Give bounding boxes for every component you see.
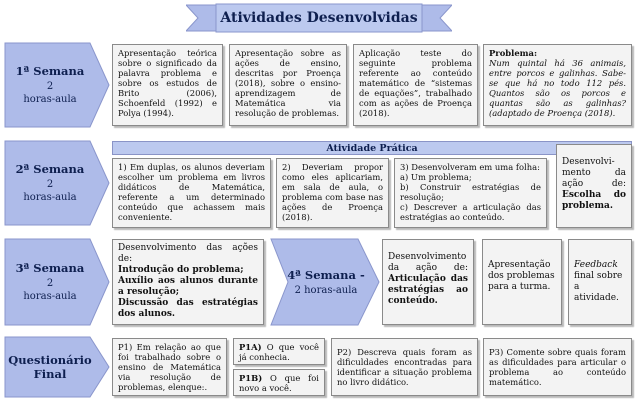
week3-name: 3ª Semana — [15, 261, 85, 275]
week2-hours-num: 2 — [46, 179, 54, 190]
week3-item-help: Auxílio aos alunos durante a resolução; — [118, 276, 258, 297]
problem-text: Num quintal há 36 animais, entre porcos e galinhas. Sabe-se que há no todo 112 pés. Quantos são os porcos e quantas são as galinhas? (adaptado de Proença (2018). — [489, 58, 626, 118]
feedback-italic: Feedback — [574, 260, 618, 270]
week1-label — [4, 42, 96, 128]
p1b-label: P1B) — [239, 373, 263, 383]
week1-hours-label: horas-aula — [23, 94, 77, 105]
activity-header: Atividade Prática — [112, 141, 632, 155]
week1-box-theory: Apresentação teórica sobre o significado da palavra problema e sobre os estudos de Brito (2006), Schoenfeld (1992) e Polya (1994). — [112, 44, 223, 126]
question-p1b — [233, 369, 325, 396]
questionnaire-label — [4, 336, 96, 398]
week2-box-action — [556, 144, 632, 228]
week3-arrow — [4, 238, 110, 326]
week3-hours-label: horas-aula — [23, 291, 77, 302]
question-p1: P1) Em relação ao que foi trabalhado sobre o ensino de Matemática via resolução de problemas, elenque:. — [112, 338, 227, 396]
week1-hours-num: 2 — [46, 81, 54, 92]
week4-box-presentation: Apresentação dos problemas para a turma. — [482, 239, 562, 325]
week2-box-choose: 1) Em duplas, os alunos deveriam escolher um problema em livros didáticos de Matemática, referente a um determinado conteúdo que achassem mais conveniente. — [112, 158, 271, 228]
week3-intro: Desenvolvimento das ações de: — [118, 243, 258, 264]
problem-label: Problema: — [489, 48, 538, 58]
week1-box-actions: Apresentação sobre as ações de ensino, descritas por Proença (2018), sobre o ensino-aprendizagem de Matemática via resolução de problemas. — [229, 44, 347, 126]
develop-item-c: c) Descrever a articulação das estratégias ao conteúdo. — [400, 202, 541, 222]
questionnaire-arrow — [4, 336, 110, 398]
week2-box-propose: 2) Deveriam propor como eles aplicariam, em sala de aula, o problema com base nas ações de Proença (2018). — [276, 158, 389, 228]
questionnaire-name: Questionário Final — [8, 353, 92, 381]
develop-item-b: b) Construir estratégias de resolução; — [400, 182, 541, 202]
p1a-text: O que você já conhecia. — [239, 342, 319, 362]
week3-label — [4, 238, 96, 326]
week2-box-develop — [394, 158, 547, 228]
develop-item-a: a) Um problema; — [400, 172, 472, 182]
week3-hours-num: 2 — [46, 278, 54, 289]
week1-box-application: Aplicação teste do seguinte problema referente ao conteúdo matemático de “sistemas de equações”, trabalhado com as ações de Proença (2018). — [353, 44, 478, 126]
question-p2: P2) Descreva quais foram as dificuldades encontradas para identificar a situação problema no livro didático. — [331, 338, 478, 396]
title-banner — [186, 3, 452, 33]
week1-arrow — [4, 42, 110, 128]
articulation-prefix: Desenvolvimento da ação de: — [388, 252, 468, 273]
week4-label — [270, 238, 380, 326]
week3-item-discussion: Discussão das estratégias dos alunos. — [118, 298, 258, 319]
week3-box-actions — [112, 239, 264, 325]
week4-name: 4ª Semana - — [287, 267, 365, 282]
week4-arrow — [270, 238, 380, 326]
question-p1a — [233, 338, 325, 365]
action-bold: Escolha do problema. — [562, 190, 626, 211]
week1-name: 1ª Semana — [15, 64, 85, 78]
week2-arrow — [4, 140, 110, 226]
week4-box-feedback — [568, 239, 632, 325]
week4-hours: 2 horas-aula — [294, 284, 358, 296]
week1-box-problem — [483, 44, 632, 126]
week2-hours-label: horas-aula — [23, 192, 77, 203]
week2-name: 2ª Semana — [15, 162, 85, 176]
week4-box-articulation — [382, 239, 474, 325]
feedback-rest: final sobre a atividade. — [574, 271, 623, 303]
p1b-text: O que foi novo a você. — [239, 373, 319, 393]
page-title: Atividades Desenvolvidas — [220, 10, 418, 26]
develop-intro: 3) Desenvolveram em uma folha: — [400, 162, 540, 172]
question-p3: P3) Comente sobre quais foram as dificuldades para articular o problema ao conteúdo matemático. — [483, 338, 632, 396]
p1a-label: P1A) — [239, 342, 262, 352]
action-prefix: Desenvolvi-mento da ação de: — [562, 157, 626, 189]
week2-label — [4, 140, 96, 226]
articulation-bold: Articulação das estratégias ao conteúdo. — [388, 274, 468, 306]
week3-item-intro: Introdução do problema; — [118, 265, 244, 275]
